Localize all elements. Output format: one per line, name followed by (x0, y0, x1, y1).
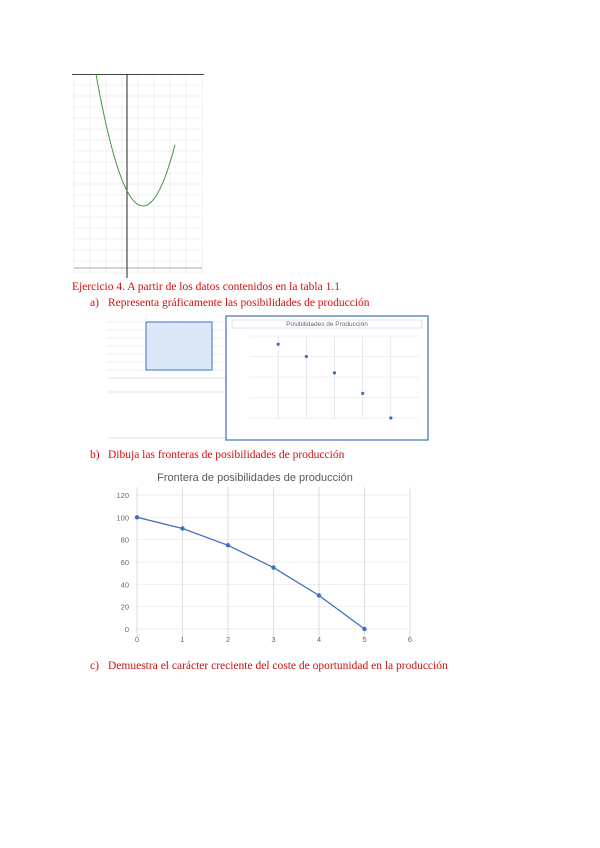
y-tick-label: 60 (120, 558, 129, 567)
y-axis-ticks (116, 491, 129, 634)
y-tick-label: 20 (120, 602, 129, 612)
chart-frame (226, 316, 428, 440)
y-tick-label: 80 (120, 535, 129, 545)
series-point (362, 627, 366, 631)
exercise-heading: Ejercicio 4. A partir de los datos contenidos en la tabla 1.1 (72, 281, 340, 293)
item-b-marker: b) (90, 449, 100, 461)
x-tick-label: 6 (407, 635, 413, 644)
x-tick-label: 5 (362, 635, 367, 644)
parabola-graph (72, 74, 204, 278)
item-c-marker: c) (90, 660, 99, 672)
x-tick-label: 0 (134, 635, 140, 644)
chart-gridlines (137, 487, 410, 637)
series-point (135, 515, 139, 519)
small-chart-point (361, 392, 364, 395)
ppf-line-chart (110, 465, 430, 650)
small-chart-point (333, 371, 336, 374)
y-tick-label: 120 (116, 491, 129, 500)
item-a-text: Representa gráficamente las posibilidades de producción (108, 297, 370, 309)
item-c-text: Demuestra el carácter creciente del coste de oportunidad en la producción (108, 660, 448, 672)
selected-range (146, 322, 212, 370)
small-chart-title: Posibilidades de Producción (286, 321, 368, 328)
x-tick-label: 1 (180, 635, 185, 644)
item-b-text: Dibuja las fronteras de posibilidades de producción (108, 449, 345, 461)
small-chart-point (389, 416, 392, 419)
parabola-grid (72, 74, 204, 278)
item-a-marker: a) (90, 297, 99, 309)
y-tick-label: 40 (120, 580, 129, 590)
small-chart-point (277, 343, 280, 346)
chart-title: Frontera de posibilidades de producción (157, 472, 353, 484)
series-line (137, 517, 365, 629)
y-tick-label: 0 (124, 625, 129, 634)
y-tick-label: 100 (116, 513, 129, 523)
x-tick-label: 3 (271, 635, 276, 644)
series-point (271, 565, 275, 569)
spreadsheet-screenshot (108, 312, 430, 442)
series-points (135, 515, 367, 631)
x-axis-ticks (135, 635, 412, 644)
series-point (180, 526, 184, 530)
x-tick-label: 4 (316, 635, 322, 644)
series-point (226, 543, 230, 547)
series-point (317, 593, 321, 597)
x-tick-label: 2 (225, 635, 231, 644)
small-chart-point (305, 355, 308, 358)
